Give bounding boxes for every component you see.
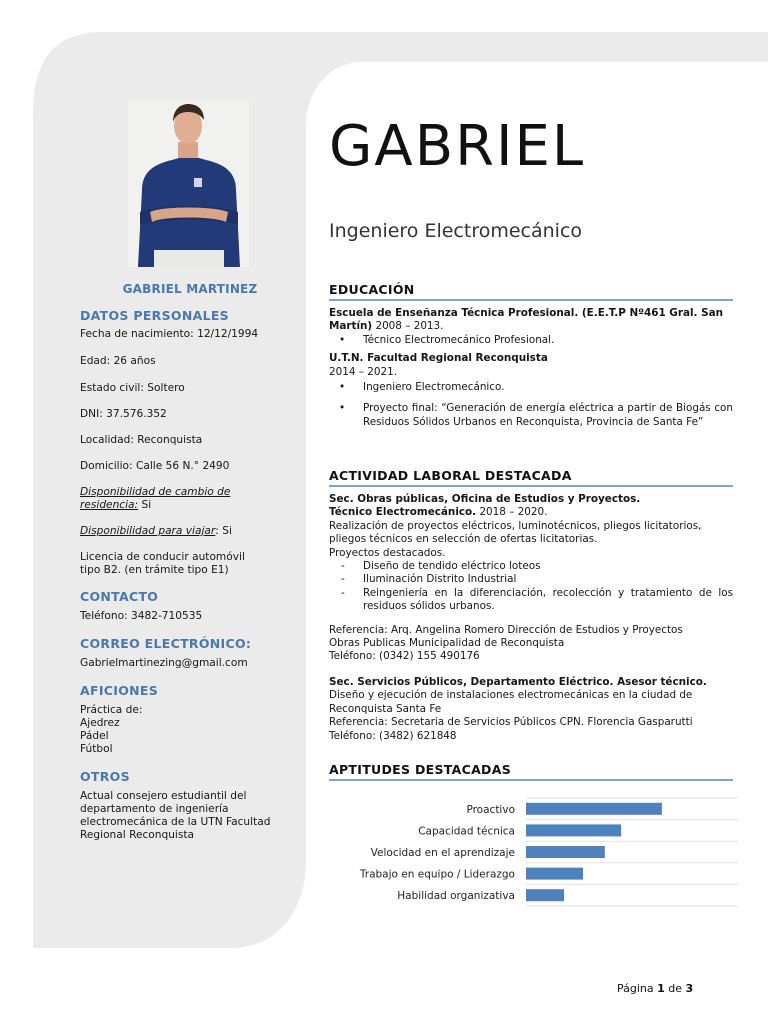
civil-status: Estado civil: Soltero: [80, 382, 185, 394]
first-name-title: GABRIEL: [329, 114, 586, 179]
school-2-degree: • Ingeniero Electromecánico.: [329, 381, 733, 394]
birth-date: Fecha de nacimiento: 12/12/1994: [80, 328, 259, 340]
hobbies-heading: AFICIONES: [80, 683, 159, 698]
travel-availability: [80, 525, 300, 538]
email-heading: CORREO ELECTRÓNICO:: [80, 636, 252, 651]
chart-category-label: Velocidad en el aprendizaje: [370, 847, 515, 859]
email: Gabrielmartinezing@gmail.com: [80, 657, 248, 669]
hobbies-list: [80, 704, 300, 756]
education-block: [329, 307, 733, 429]
locality: Localidad: Reconquista: [80, 434, 203, 446]
job-2-org: Sec. Servicios Públicos, Departamento Eléctrico. Asesor técnico.: [329, 675, 707, 688]
job-1-ref-2: Obras Publicas Municipalidad de Reconquista: [329, 637, 565, 650]
sidebar-name: GABRIEL MARTINEZ: [122, 282, 258, 296]
license-line-2: tipo B2. (en trámite tipo E1): [80, 564, 229, 576]
contact-heading: CONTACTO: [80, 589, 159, 604]
job-2-phone: Teléfono: (3482) 621848: [329, 729, 457, 742]
page-footer: [617, 982, 693, 995]
sidebar: [80, 280, 300, 842]
chart-bar: [526, 824, 621, 836]
chart-category-label: Proactivo: [466, 803, 515, 816]
license-line-1: Licencia de conducir automóvil: [80, 551, 245, 563]
personal-data-heading: DATOS PERSONALES: [80, 308, 229, 323]
other-text: [80, 790, 300, 842]
chart-bar: [526, 868, 583, 880]
school-2-years: 2014 – 2021.: [329, 365, 397, 378]
dni: DNI: 37.576.352: [80, 408, 167, 420]
other-heading: OTROS: [80, 769, 130, 784]
job-2-desc: Diseño y ejecución de instalaciones electromecánicas en la ciudad de Reconquista Santa Fe: [329, 689, 693, 715]
travel-value: : Si: [215, 525, 232, 537]
skills-chart: [329, 796, 741, 914]
other-line: Actual consejero estudiantil del: [80, 790, 247, 802]
job-1-ref-3: Teléfono: (0342) 155 490176: [329, 650, 480, 663]
relocation-value: Si: [138, 499, 152, 511]
role-subtitle: Ingeniero Electromecánico: [329, 220, 583, 242]
job-1-projects-label: Proyectos destacados.: [329, 546, 446, 559]
profile-photo: [128, 100, 249, 267]
school-1-name: Escuela de Enseñanza Técnica Profesional. (E.E.T.P Nº461 Gral. San Martín): [329, 307, 723, 333]
hobby-item: Fútbol: [80, 743, 113, 755]
other-line: departamento de ingeniería: [80, 803, 229, 815]
phone: Teléfono: 3482-710535: [80, 610, 203, 622]
chart-category-label: Habilidad organizativa: [397, 890, 515, 903]
hobby-item: Práctica de:: [80, 704, 143, 716]
chart-bar: [526, 803, 662, 815]
page-total: 3: [685, 982, 694, 995]
school-1-years: 2008 – 2013.: [372, 320, 444, 333]
page-number: 1: [657, 982, 665, 995]
job-2-ref: Referencia: Secretaria de Servicios Públicos CPN. Florencia Gasparutti: [329, 716, 693, 729]
hobby-item: Pádel: [80, 730, 109, 742]
chart-bar: [526, 846, 605, 858]
page-prefix: Página: [617, 982, 658, 995]
relocation-label: Disponibilidad de cambio de residencia:: [80, 486, 231, 511]
job-1-project: - Diseño de tendido eléctrico loteos: [329, 560, 733, 573]
address: Domicilio: Calle 56 N.° 2490: [80, 460, 230, 472]
skills-heading: APTITUDES DESTACADAS: [329, 762, 733, 781]
job-1-desc: Realización de proyectos eléctricos, luminotécnicos, pliegos licitatorios, pliegos técnicos en selección de ofertas licitatorias.: [329, 519, 702, 546]
travel-label: Disponibilidad para viajar: [80, 525, 216, 537]
job-1-ref-1: Referencia: Arq. Angelina Romero Dirección de Estudios y Proyectos: [329, 623, 683, 636]
relocation-availability: [80, 486, 255, 512]
school-2-project: • Proyecto final: “Generación de energía eléctrica a partir de Biogás con Residuos Sólidos Urbanos en Reconquista, Provincia de Santa Fe”: [329, 402, 733, 429]
hobby-item: Ajedrez: [80, 717, 120, 729]
chart-category-label: Trabajo en equipo / Liderazgo: [359, 868, 515, 881]
page-mid: de: [664, 982, 686, 995]
other-line: Regional Reconquista: [80, 829, 195, 841]
job-1-project: - Iluminación Distrito Industrial: [329, 573, 733, 586]
school-1-degree: • Técnico Electromecánico Profesional.: [329, 334, 733, 347]
other-line: electromecánica de la UTN Facultad: [80, 816, 271, 828]
job-1-org: Sec. Obras públicas, Oficina de Estudios y Proyectos.: [329, 493, 641, 505]
chart-category-label: Capacidad técnica: [418, 825, 515, 838]
job-1-years: 2018 – 2020.: [476, 506, 548, 519]
job-1-project: - Reingeniería en la diferenciación, recolección y tratamiento de los residuos sólidos urbanos.: [329, 587, 733, 614]
school-2-name: U.T.N. Facultad Regional Reconquista: [329, 352, 548, 365]
work-block: [329, 493, 733, 743]
job-1-role: Técnico Electromecánico.: [329, 506, 477, 519]
age: Edad: 26 años: [80, 355, 156, 367]
education-heading: EDUCACIÓN: [329, 282, 733, 301]
work-heading: ACTIVIDAD LABORAL DESTACADA: [329, 468, 733, 487]
chart-bar: [526, 889, 564, 901]
